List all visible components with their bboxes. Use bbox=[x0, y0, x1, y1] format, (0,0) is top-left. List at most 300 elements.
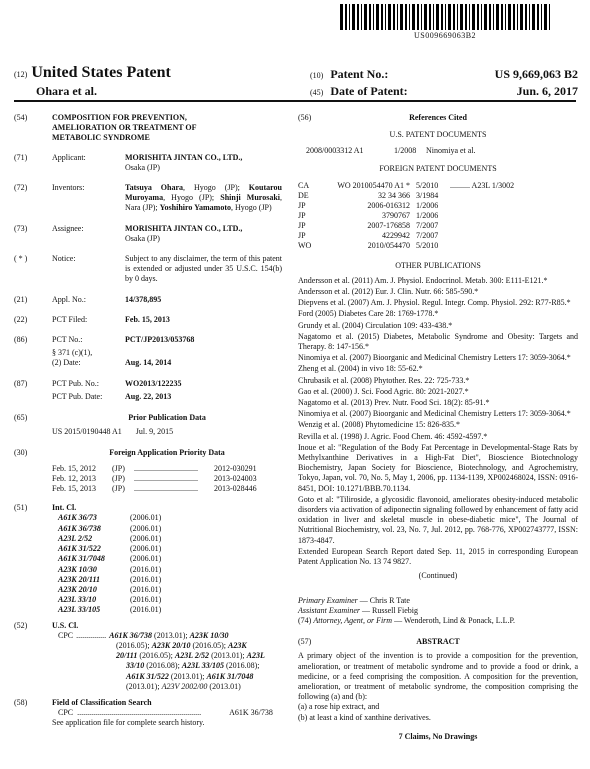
cpc-line bbox=[116, 641, 282, 651]
foreign-doc-row bbox=[298, 221, 560, 231]
leader-dots: ................................ bbox=[134, 473, 198, 483]
barcode-bar bbox=[448, 4, 451, 30]
foreign-doc-number: 2007-176858 bbox=[367, 220, 410, 230]
barcode-bar bbox=[349, 4, 350, 30]
barcode-bar bbox=[345, 4, 347, 30]
us-doc-number: 2008/0003312 A1 bbox=[306, 146, 364, 156]
barcode-bar bbox=[513, 4, 515, 30]
foreign-doc-country: DE bbox=[298, 190, 309, 200]
inid-code: (12) bbox=[14, 70, 28, 79]
patent-type-title bbox=[14, 64, 171, 82]
applicant-city: Osaka (JP) bbox=[125, 162, 160, 172]
foreign-doc-row bbox=[298, 241, 560, 251]
foreign-doc-country: JP bbox=[298, 230, 306, 240]
cpc-segment: (2013.01); bbox=[126, 681, 162, 691]
int-cl-class: A61K 31/7048 bbox=[58, 554, 105, 564]
publication-entry: Grundy et al. (2004) Circulation 109: 433-438.* bbox=[298, 320, 453, 330]
barcode-bar bbox=[373, 4, 374, 30]
foreign-doc-date: 7/2007 bbox=[416, 220, 439, 230]
application-number: 14/378,895 bbox=[125, 294, 162, 304]
references-title: References Cited bbox=[409, 113, 467, 122]
int-cl-class: A23K 20/111 bbox=[58, 574, 101, 584]
cpc-segment: (2013.01); bbox=[209, 651, 247, 661]
inventor-location: , Nara (JP); bbox=[125, 193, 282, 213]
cpc-segment: A23K bbox=[228, 640, 247, 650]
cpc-line bbox=[116, 651, 282, 661]
foreign-doc-number: 3790767 bbox=[382, 210, 410, 220]
barcode-number: US009669063B2 bbox=[413, 31, 477, 40]
foreign-doc-date: 1/2006 bbox=[416, 210, 439, 220]
barcode-bar bbox=[424, 4, 427, 30]
pct-filed-date: Feb. 15, 2013 bbox=[125, 314, 170, 324]
cpc-segment: 20/111 bbox=[116, 651, 138, 661]
barcode-bar bbox=[417, 4, 419, 30]
abstract-item-a: (a) a rose hip extract, and bbox=[298, 702, 380, 712]
cpc-block bbox=[58, 631, 282, 692]
int-cl-version: (2016.01) bbox=[130, 584, 162, 594]
foreign-doc-class bbox=[450, 201, 560, 211]
applicant-label: Applicant: bbox=[52, 152, 86, 162]
barcode-bar bbox=[517, 4, 518, 30]
barcode-bar bbox=[508, 4, 511, 30]
cpc-segment: A23K 10/30 bbox=[189, 630, 229, 640]
s371-date-label: (2) Date: bbox=[52, 358, 81, 368]
priority-number: 2013-024003 bbox=[214, 473, 257, 483]
application-number-entry bbox=[14, 295, 282, 305]
inid-code: (58) bbox=[14, 697, 28, 707]
publication-entry: Nagatomo et al. (2015) Diabetes, Metabolic Syndrome and Obesity: Targets and Therapy. 8: 147-156.* bbox=[298, 331, 578, 352]
int-cl-version: (2006.01) bbox=[130, 523, 162, 533]
cpc-segment: A61K 31/522 bbox=[126, 671, 169, 681]
priority-country: (JP) bbox=[112, 463, 125, 473]
right-column bbox=[298, 113, 578, 742]
field-cpc-label: CPC bbox=[58, 708, 74, 718]
foreign-doc-row bbox=[298, 231, 560, 241]
foreign-doc-date: 1/2006 bbox=[416, 200, 439, 210]
int-cl-version: (2016.01) bbox=[130, 595, 162, 605]
barcode-bar bbox=[381, 4, 383, 30]
prior-publication-entry bbox=[14, 413, 282, 437]
inid-code: (21) bbox=[14, 294, 28, 304]
inid-code: (74) bbox=[298, 615, 312, 625]
cpc-line bbox=[58, 631, 282, 641]
attorney bbox=[298, 616, 578, 626]
publication-entry: Chrubasik et al. (2008) Phytother. Res. 22: 725-733.* bbox=[298, 375, 470, 385]
assignee-label: Assignee: bbox=[52, 223, 84, 233]
assignee-entry bbox=[14, 224, 282, 244]
int-cl-row bbox=[58, 575, 282, 585]
cpc-segment: (2013.01) bbox=[207, 681, 241, 691]
priority-row bbox=[52, 464, 282, 474]
cpc-segment: (2013.01); bbox=[152, 630, 190, 640]
prior-publication-row bbox=[52, 427, 282, 437]
notice-entry bbox=[14, 254, 282, 285]
other-publications-list bbox=[298, 276, 578, 567]
cpc-segment: A61K 31/7048 bbox=[206, 671, 254, 681]
primary-examiner-name: — Chris R Tate bbox=[357, 595, 410, 605]
inventor-location: , Hyogo (JP); bbox=[183, 183, 249, 193]
assistant-examiner bbox=[298, 606, 578, 616]
pct-number-entry bbox=[14, 335, 282, 369]
int-cl-class: A61K 36/738 bbox=[58, 523, 101, 533]
publication-entry: Revilla et al. (1998) J. Agric. Food Chem. 46: 4592-4597.* bbox=[298, 431, 488, 441]
priority-row bbox=[52, 474, 282, 484]
int-cl-version: (2006.01) bbox=[130, 513, 162, 523]
barcode-bar bbox=[436, 4, 439, 30]
publication-entry: Ford (2005) Diabetes Care 28: 1769-1778.* bbox=[298, 309, 439, 319]
applicant-entry bbox=[14, 153, 282, 173]
inid-code: (30) bbox=[14, 448, 28, 458]
foreign-docs-title: FOREIGN PATENT DOCUMENTS bbox=[379, 164, 497, 174]
foreign-doc-country: WO bbox=[298, 240, 312, 250]
foreign-doc-number: WO 2010054470 A1 * bbox=[337, 180, 410, 190]
cpc-segment: (2016.08); bbox=[144, 661, 182, 671]
priority-country: (JP) bbox=[112, 484, 125, 494]
int-cl-version: (2006.01) bbox=[130, 554, 162, 564]
s371-label: § 371 (c)(1), bbox=[52, 348, 93, 358]
inventor-name: Yoshihiro Yamamoto bbox=[159, 203, 231, 213]
barcode-bar bbox=[472, 4, 475, 30]
prior-publication-title: Prior Publication Data bbox=[128, 413, 206, 423]
invention-title bbox=[52, 113, 282, 144]
int-cl-row bbox=[58, 513, 282, 523]
publication-entry: Inoue et al: "Regulation of the Body Fat Percentage in Developmental-Stage Rats by Methylxanthine Derivatives in a High-Fat Diet", Bioscience Biotechnology Biochemistry, Japan Society for Bioscience, Biotechnology, and Agrochemistry, Tokyo, Japan, vol. 70, No. 5, May 1, 2006, pp. 1134-1139, XP002468024, ISSN: 0916-8451, DOI: 10.1271/BBB.70.1134. bbox=[298, 442, 578, 493]
us-docs-title: U.S. PATENT DOCUMENTS bbox=[389, 130, 487, 140]
foreign-doc-row bbox=[298, 181, 560, 191]
abstract-item-b: (b) at least a kind of xanthine derivatives. bbox=[298, 712, 431, 722]
barcode-bar bbox=[412, 4, 415, 30]
inid-code: (54) bbox=[14, 113, 28, 122]
barcode-bar bbox=[481, 4, 482, 30]
patent-date-label: Date of Patent: bbox=[330, 84, 408, 98]
barcode-bar bbox=[433, 4, 434, 30]
publication-entry: Ninomiya et al. (2007) Bioorganic and Medicinal Chemistry Letters 17: 3059-3064.* bbox=[298, 353, 571, 363]
publication-entry: Extended European Search Report dated Sep. 11, 2015 in corresponding European Patent Application No. 13 74 9827. bbox=[298, 546, 578, 567]
int-cl-label: Int. Cl. bbox=[52, 503, 77, 513]
inid-code: (22) bbox=[14, 314, 28, 324]
barcode-bar bbox=[357, 4, 359, 30]
foreign-doc-class: .......... A23L 1/3002 bbox=[450, 180, 515, 190]
cpc-line bbox=[126, 672, 282, 682]
inid-code: (87) bbox=[14, 378, 28, 388]
us-doc-name: Ninomiya et al. bbox=[426, 146, 476, 156]
foreign-priority-entry bbox=[14, 448, 282, 494]
primary-examiner-label: Primary Examiner bbox=[298, 595, 358, 605]
inid-code: (57) bbox=[298, 637, 312, 647]
prior-publication-date: Jul. 9, 2015 bbox=[135, 427, 174, 437]
inventor-location: , Hyogo (JP) bbox=[231, 203, 272, 213]
us-doc-date: 1/2008 bbox=[394, 146, 417, 156]
document-kind: United States Patent bbox=[31, 64, 171, 81]
barcode-bar bbox=[393, 4, 395, 30]
patent-number: US 9,669,063 B2 bbox=[494, 67, 578, 81]
abstract-title: ABSTRACT bbox=[416, 637, 460, 647]
pct-publication-label: PCT Pub. No.: bbox=[52, 378, 99, 388]
barcode-bar bbox=[388, 4, 391, 30]
header-rule bbox=[14, 100, 576, 102]
int-cl-row bbox=[58, 585, 282, 595]
foreign-doc-row bbox=[298, 211, 560, 221]
cpc-segment: A23L 2/52 bbox=[174, 651, 210, 661]
int-cl-version: (2016.01) bbox=[130, 564, 162, 574]
publication-entry: Diepvens et al. (2007) Am. J. Physiol. Regul. Integr. Comp. Physiol. 292: R77-R85.* bbox=[298, 298, 571, 308]
barcode-bar bbox=[544, 4, 547, 30]
pct-number: PCT/JP2013/053768 bbox=[125, 335, 195, 345]
int-cl-version: (2016.01) bbox=[130, 574, 162, 584]
barcode-bar bbox=[496, 4, 499, 30]
foreign-doc-date: 5/2010 bbox=[416, 240, 439, 250]
foreign-doc-number: 32 34 366 bbox=[378, 190, 410, 200]
assignee-name: MORISHITA JINTAN CO., LTD., bbox=[125, 223, 243, 233]
barcode-bar bbox=[453, 4, 455, 30]
foreign-doc-class bbox=[450, 211, 560, 221]
us-doc-row bbox=[306, 146, 476, 156]
int-cl-class: A23L 33/105 bbox=[58, 605, 101, 615]
publication-entry: Ninomiya et al. (2007) Bioorganic and Medicinal Chemistry Letters 17: 3059-3064.* bbox=[298, 409, 571, 419]
barcode-bar bbox=[529, 4, 530, 30]
left-column bbox=[14, 113, 282, 736]
barcode bbox=[340, 4, 550, 30]
priority-date: Feb. 12, 2013 bbox=[52, 473, 96, 483]
pct-filed-entry bbox=[14, 315, 282, 325]
priority-row bbox=[52, 484, 282, 494]
prior-publication-number: US 2015/0190448 A1 bbox=[52, 427, 122, 437]
cpc-line bbox=[126, 661, 282, 671]
barcode-bar bbox=[409, 4, 410, 30]
notice-label: Notice: bbox=[52, 254, 76, 264]
inventor-name: Koutarou Muroyama bbox=[125, 183, 282, 203]
pct-publication-date-label: PCT Pub. Date: bbox=[52, 391, 103, 401]
us-cl-entry bbox=[14, 621, 282, 692]
barcode-bar bbox=[469, 4, 470, 30]
priority-number: 2013-028446 bbox=[214, 484, 257, 494]
int-cl-row bbox=[58, 595, 282, 605]
priority-number: 2012-030291 bbox=[214, 463, 257, 473]
abstract-heading bbox=[298, 637, 578, 647]
priority-list bbox=[52, 464, 282, 495]
inid-code: (86) bbox=[14, 335, 28, 345]
barcode-bar bbox=[361, 4, 362, 30]
title-line: AMELIORATION OR TREATMENT OF bbox=[52, 123, 197, 133]
inid-code: ( * ) bbox=[14, 254, 28, 264]
priority-country: (JP) bbox=[112, 473, 125, 483]
int-cl-row bbox=[58, 524, 282, 534]
field-cpc-value: A61K 36/738 bbox=[229, 708, 273, 718]
publication-entry: Andersson et al. (2011) Am. J. Physiol. Endocrinol. Metab. 300: E111-E121.* bbox=[298, 275, 548, 285]
foreign-doc-row bbox=[298, 191, 560, 201]
barcode-bar bbox=[352, 4, 355, 30]
publication-entry: Andersson et al. (2012) Eur. J. Clin. Nutr. 66: 585-590.* bbox=[298, 287, 479, 297]
int-cl-row bbox=[58, 534, 282, 544]
leader-dots: .............................................................. bbox=[77, 708, 202, 718]
barcode-bar bbox=[489, 4, 491, 30]
inventor-name: Tatsuya Ohara bbox=[125, 183, 184, 193]
barcode-bar bbox=[505, 4, 506, 30]
foreign-doc-date: 3/1984 bbox=[416, 190, 439, 200]
title-entry bbox=[14, 113, 282, 144]
inventors-label: Inventors: bbox=[52, 183, 85, 193]
foreign-doc-country: CA bbox=[298, 180, 310, 190]
foreign-doc-date: 5/2010 bbox=[416, 180, 439, 190]
foreign-docs-table bbox=[298, 181, 560, 251]
cpc-segment: A23L 33/105 bbox=[181, 661, 224, 671]
inid-code: (10) bbox=[310, 71, 324, 80]
cpc-segment: A23K 20/10 bbox=[151, 640, 191, 650]
assignee-city: Osaka (JP) bbox=[125, 233, 160, 243]
cpc-segment: (2016.05); bbox=[116, 640, 152, 650]
cpc-segment: (2016.05); bbox=[190, 640, 229, 650]
inid-code: (56) bbox=[298, 113, 312, 122]
barcode-bar bbox=[501, 4, 503, 30]
field-search-title: Field of Classification Search bbox=[52, 697, 152, 707]
foreign-doc-number: 2006-016312 bbox=[367, 200, 410, 210]
foreign-doc-date: 7/2007 bbox=[416, 230, 439, 240]
leader-dots: ................................ bbox=[134, 463, 198, 473]
title-line: METABOLIC SYNDROME bbox=[52, 133, 150, 143]
foreign-doc-class bbox=[450, 221, 560, 231]
cpc-segment: 33/10 bbox=[126, 661, 145, 671]
us-docs-table bbox=[306, 146, 476, 156]
patent-date: Jun. 6, 2017 bbox=[516, 84, 578, 98]
pct-publication-date: Aug. 22, 2013 bbox=[125, 391, 172, 401]
int-cl-class: A61K 31/522 bbox=[58, 544, 101, 554]
cpc-segment: (2013.01); bbox=[168, 671, 207, 681]
inid-code: (71) bbox=[14, 152, 28, 162]
cpc-segment: A23L bbox=[246, 651, 265, 661]
barcode-bar bbox=[493, 4, 494, 30]
field-search-note: See application file for complete search history. bbox=[52, 718, 205, 728]
barcode-bar bbox=[369, 4, 371, 30]
primary-examiner bbox=[298, 596, 578, 606]
barcode-bar bbox=[385, 4, 386, 30]
pct-filed-label: PCT Filed: bbox=[52, 314, 88, 324]
foreign-doc-class bbox=[450, 231, 560, 241]
s371-date-row bbox=[14, 358, 282, 368]
barcode-graphic bbox=[340, 4, 550, 30]
barcode-bar bbox=[541, 4, 542, 30]
leader-dots: ............... bbox=[76, 630, 107, 640]
int-cl-list bbox=[58, 513, 282, 615]
attorney-name: — Wenderoth, Lind & Ponack, L.L.P. bbox=[392, 615, 516, 625]
foreign-doc-country: JP bbox=[298, 200, 306, 210]
field-cpc-row bbox=[58, 708, 282, 718]
int-cl-class: A23K 10/30 bbox=[58, 564, 97, 574]
assistant-examiner-name: — Russell Fiebig bbox=[360, 605, 419, 615]
barcode-bar bbox=[397, 4, 398, 30]
inventors-value bbox=[125, 183, 282, 214]
cpc-line bbox=[126, 682, 282, 692]
int-cl-class: A23L 33/10 bbox=[58, 595, 97, 605]
publication-entry: Nagatomo et al. (2013) Prev. Nutr. Food Sci. 18(2): 85-91.* bbox=[298, 398, 490, 408]
barcode-bar bbox=[460, 4, 463, 30]
claims-summary: 7 Claims, No Drawings bbox=[398, 731, 478, 741]
barcode-bar bbox=[429, 4, 431, 30]
s371-date: Aug. 14, 2014 bbox=[125, 358, 172, 368]
title-line: COMPOSITION FOR PREVENTION, bbox=[52, 113, 187, 122]
publication-entry: Zheng et al. (2004) in vivo 18: 55-62.* bbox=[298, 364, 423, 374]
foreign-priority-title: Foreign Application Priority Data bbox=[109, 448, 225, 458]
int-cl-row bbox=[58, 544, 282, 554]
pct-publication-date-row bbox=[14, 392, 282, 402]
int-cl-version: (2016.01) bbox=[130, 605, 162, 615]
int-cl-row bbox=[58, 565, 282, 575]
barcode-bar bbox=[477, 4, 479, 30]
barcode-bar bbox=[445, 4, 446, 30]
int-cl-version: (2006.01) bbox=[130, 533, 162, 543]
inventor-location: , Hyogo (JP); bbox=[163, 193, 221, 203]
pct-publication-number: WO2013/122235 bbox=[125, 378, 182, 388]
priority-date: Feb. 15, 2013 bbox=[52, 484, 96, 494]
field-search-entry bbox=[14, 698, 282, 729]
pct-number-label: PCT No.: bbox=[52, 335, 83, 345]
inid-code: (51) bbox=[14, 503, 28, 513]
us-cl-label: U.S. Cl. bbox=[52, 620, 79, 630]
barcode-bar bbox=[340, 4, 343, 30]
priority-date: Feb. 15, 2012 bbox=[52, 463, 96, 473]
examiners-block bbox=[298, 596, 578, 627]
publication-entry: Goto et al: "Tiliroside, a glycosidic flavonoid, ameliorates obesity-induced metabolic disorders via activation of adiponectin signaling followed by enhancement of fatty acid oxidation in liver and skeletal muscle in obese-diabetic mice", The Journal of Nutritional Biochemistry, vol. 23, No. 7, Jul. 2012, pp. 768-776, XP002743777, ISSN: 1873-4847. bbox=[298, 494, 578, 545]
int-cl-version: (2006.01) bbox=[130, 544, 162, 554]
inventor-name: Shinji Murosaki bbox=[220, 193, 280, 203]
int-cl-row bbox=[58, 605, 282, 615]
cpc-segment: A23V 2002/00 bbox=[161, 681, 208, 691]
application-number-label: Appl. No.: bbox=[52, 294, 86, 304]
inid-code: (52) bbox=[14, 620, 28, 630]
barcode-bar bbox=[441, 4, 443, 30]
inid-code: (65) bbox=[14, 413, 28, 423]
patent-number-label: Patent No.: bbox=[330, 67, 389, 81]
pct-publication-entry bbox=[14, 379, 282, 402]
barcode-bar bbox=[465, 4, 467, 30]
references-heading bbox=[298, 113, 578, 123]
int-cl-class: A61K 36/73 bbox=[58, 513, 97, 523]
foreign-doc-number: 2010/054470 bbox=[367, 240, 410, 250]
barcode-bar bbox=[537, 4, 539, 30]
barcode-bar bbox=[525, 4, 527, 30]
barcode-bar bbox=[532, 4, 535, 30]
barcode-bar bbox=[405, 4, 407, 30]
barcode-bar bbox=[457, 4, 458, 30]
continued-note: (Continued) bbox=[418, 571, 458, 581]
leader-dots: ................................ bbox=[134, 484, 198, 494]
barcode-bar bbox=[520, 4, 523, 30]
barcode-bar bbox=[549, 4, 550, 30]
int-cl-entry bbox=[14, 503, 282, 615]
attorney-label: Attorney, Agent, or Firm bbox=[313, 615, 393, 625]
int-cl-class: A23K 20/10 bbox=[58, 584, 97, 594]
inid-code: (45) bbox=[310, 88, 324, 97]
cpc-segment: (2016.05); bbox=[137, 651, 175, 661]
applicant-name: MORISHITA JINTAN CO., LTD., bbox=[125, 152, 243, 162]
foreign-doc-class bbox=[450, 191, 560, 201]
int-cl-row bbox=[58, 554, 282, 564]
notice-text: Subject to any disclaimer, the term of this patent is extended or adjusted under 35 U.S.C. 154(b) by 0 days. bbox=[125, 254, 282, 284]
cpc-segment: (2016.08); bbox=[223, 661, 260, 671]
cpc-segment: A61K 36/738 bbox=[109, 630, 153, 640]
patent-number-line bbox=[310, 67, 578, 82]
foreign-doc-country: JP bbox=[298, 220, 306, 230]
foreign-doc-number: 4229942 bbox=[382, 230, 410, 240]
int-cl-class: A23L 2/52 bbox=[58, 533, 93, 543]
inid-code: (73) bbox=[14, 223, 28, 233]
inventor-short: Ohara et al. bbox=[36, 84, 97, 98]
barcode-bar bbox=[484, 4, 487, 30]
inventors-entry bbox=[14, 183, 282, 214]
assignee-value bbox=[125, 224, 282, 244]
foreign-doc-row bbox=[298, 201, 560, 211]
publication-entry: Gao et al. (2000) J. Sci. Food Agric. 80: 2021-2027.* bbox=[298, 386, 469, 396]
other-publications-title: OTHER PUBLICATIONS bbox=[395, 260, 481, 270]
